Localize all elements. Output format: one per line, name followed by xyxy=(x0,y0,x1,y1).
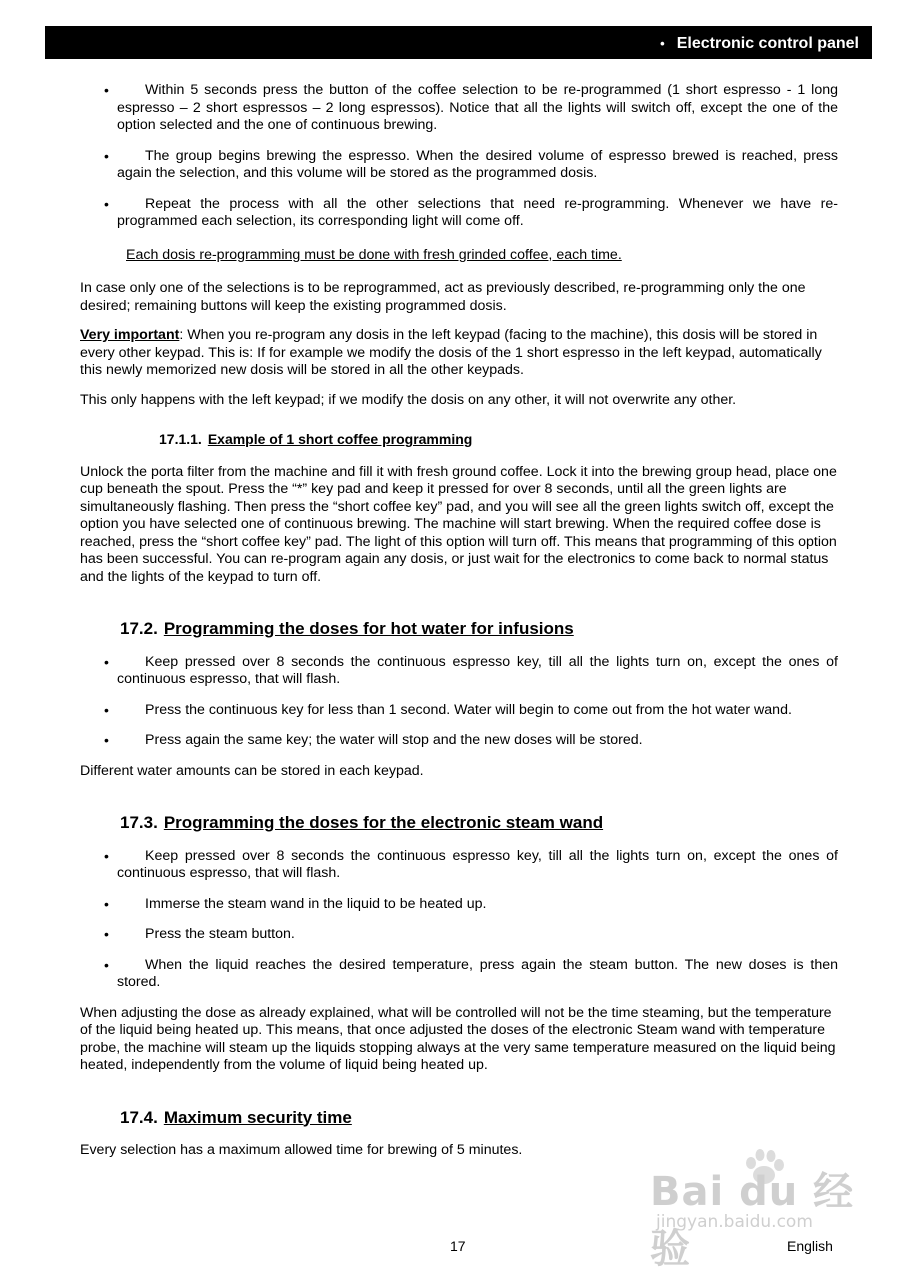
section-17-1-1-heading: 17.1.1. Example of 1 short coffee programming xyxy=(159,431,473,447)
section-17-4-heading: 17.4. Maximum security time xyxy=(120,1107,352,1127)
section-17-1-1-body: Unlock the porta filter from the machine and fill it with fresh ground coffee. Lock it into the brewing group head, place one cup beneath the spout. Press the “*” key pad and keep it pressed for over 8 seconds, until all the green lights are simultaneously flashing. Then press the “short coffee key” pad, and you will see all the green lights switch off, except the option you have selected one of continuous brewing. The machine will start brewing. When the required coffee dose is reached, press the “short coffee key” pad. The light of this option will turn off. This means that programming of this option has been successful. You can re-program again any dosis, or just wait for the electronics to come back to normal status and the lights of the keypad to turn off. xyxy=(80,463,837,585)
section-17-3-heading: 17.3. Programming the doses for the electronic steam wand xyxy=(120,813,604,832)
list-item: • When the liquid reaches the desired temperature, press again the steam button. The new doses is then stored. xyxy=(80,957,838,992)
list-item: • Keep pressed over 8 seconds the continuous espresso key, till all the lights turn on, except the ones of continuous espresso, that will flash. xyxy=(80,848,838,883)
very-important-label: Very important xyxy=(80,327,180,343)
section-17-3-footer: When adjusting the dose as already explained, what will be controlled will not be the time steaming, but the temperature of the liquid being heated up. This means, that once adjusted the doses of the electronic Steam wand with temperature probe, the machine will steam up the liquids stopping always at the very same temperature measured on the liquid being heated, independently from the volume of liquid being heated up. xyxy=(80,1004,836,1073)
left-keypad-paragraph: This only happens with the left keypad; if we modify the dosis on any other, it will not overwrite any other. xyxy=(80,391,737,408)
header-bullet: • xyxy=(660,36,665,51)
watermark-logo-text: Bai du 经验 xyxy=(650,1169,855,1272)
list-item: • Press again the same key; the water will stop and the new doses will be stored. xyxy=(80,732,838,750)
header-bar xyxy=(45,26,872,59)
intro-bullet-list xyxy=(80,82,838,231)
section-17-2-bullet-list xyxy=(80,654,838,750)
section-17-4-body: Every selection has a maximum allowed time for brewing of 5 minutes. xyxy=(80,1142,523,1158)
fresh-coffee-note: Each dosis re-programming must be done with fresh grinded coffee, each time. xyxy=(126,246,622,263)
header-title-text: Electronic control panel xyxy=(676,35,859,52)
list-item: • Repeat the process with all the other selections that need re-programming. Whenever we have re-programmed each selection, its corresponding light will come off. xyxy=(80,196,838,231)
list-item: • Immerse the steam wand in the liquid to be heated up. xyxy=(80,896,838,914)
list-item: • Press the steam button. xyxy=(80,926,838,944)
very-important-paragraph: Very important: When you re-program any dosis in the left keypad (facing to the machine), this dosis will be stored in every other keypad. This is: If for example we modify the dosis of the 1 short espresso in the left keypad, automatically this newly memorized new dosis will be stored in all the other keypads. xyxy=(80,327,822,378)
header-title xyxy=(660,35,859,53)
list-item: • Press the continuous key for less than 1 second. Water will begin to come out from the hot water wand. xyxy=(80,702,838,720)
one-selection-paragraph: In case only one of the selections is to be reprogrammed, act as previously described, re-programming only the one desired; remaining buttons will keep the existing programmed dosis. xyxy=(80,280,806,314)
list-item: • Keep pressed over 8 seconds the continuous espresso key, till all the lights turn on, except the ones of continuous espresso, that will flash. xyxy=(80,654,838,689)
page-number: 17 xyxy=(450,1238,466,1254)
section-17-2-footer: Different water amounts can be stored in each keypad. xyxy=(80,762,424,779)
language-label: English xyxy=(787,1238,833,1254)
list-item: • The group begins brewing the espresso. When the desired volume of espresso brewed is reached, press again the selection, and this volume will be stored as the programmed dosis. xyxy=(80,148,838,183)
watermark-url: jingyan.baidu.com xyxy=(656,1212,813,1232)
list-item: • Within 5 seconds press the button of the coffee selection to be re-programmed (1 short espresso - 1 long espresso – 2 short espressos – 2 long espressos). Notice that all the lights will switch off, except the one of the option selected and the one of continuous brewing. xyxy=(80,82,838,135)
section-17-3-bullet-list xyxy=(80,848,838,992)
page-content xyxy=(80,82,838,1172)
section-17-2-heading: 17.2. Programming the doses for hot water for infusions xyxy=(120,619,574,638)
